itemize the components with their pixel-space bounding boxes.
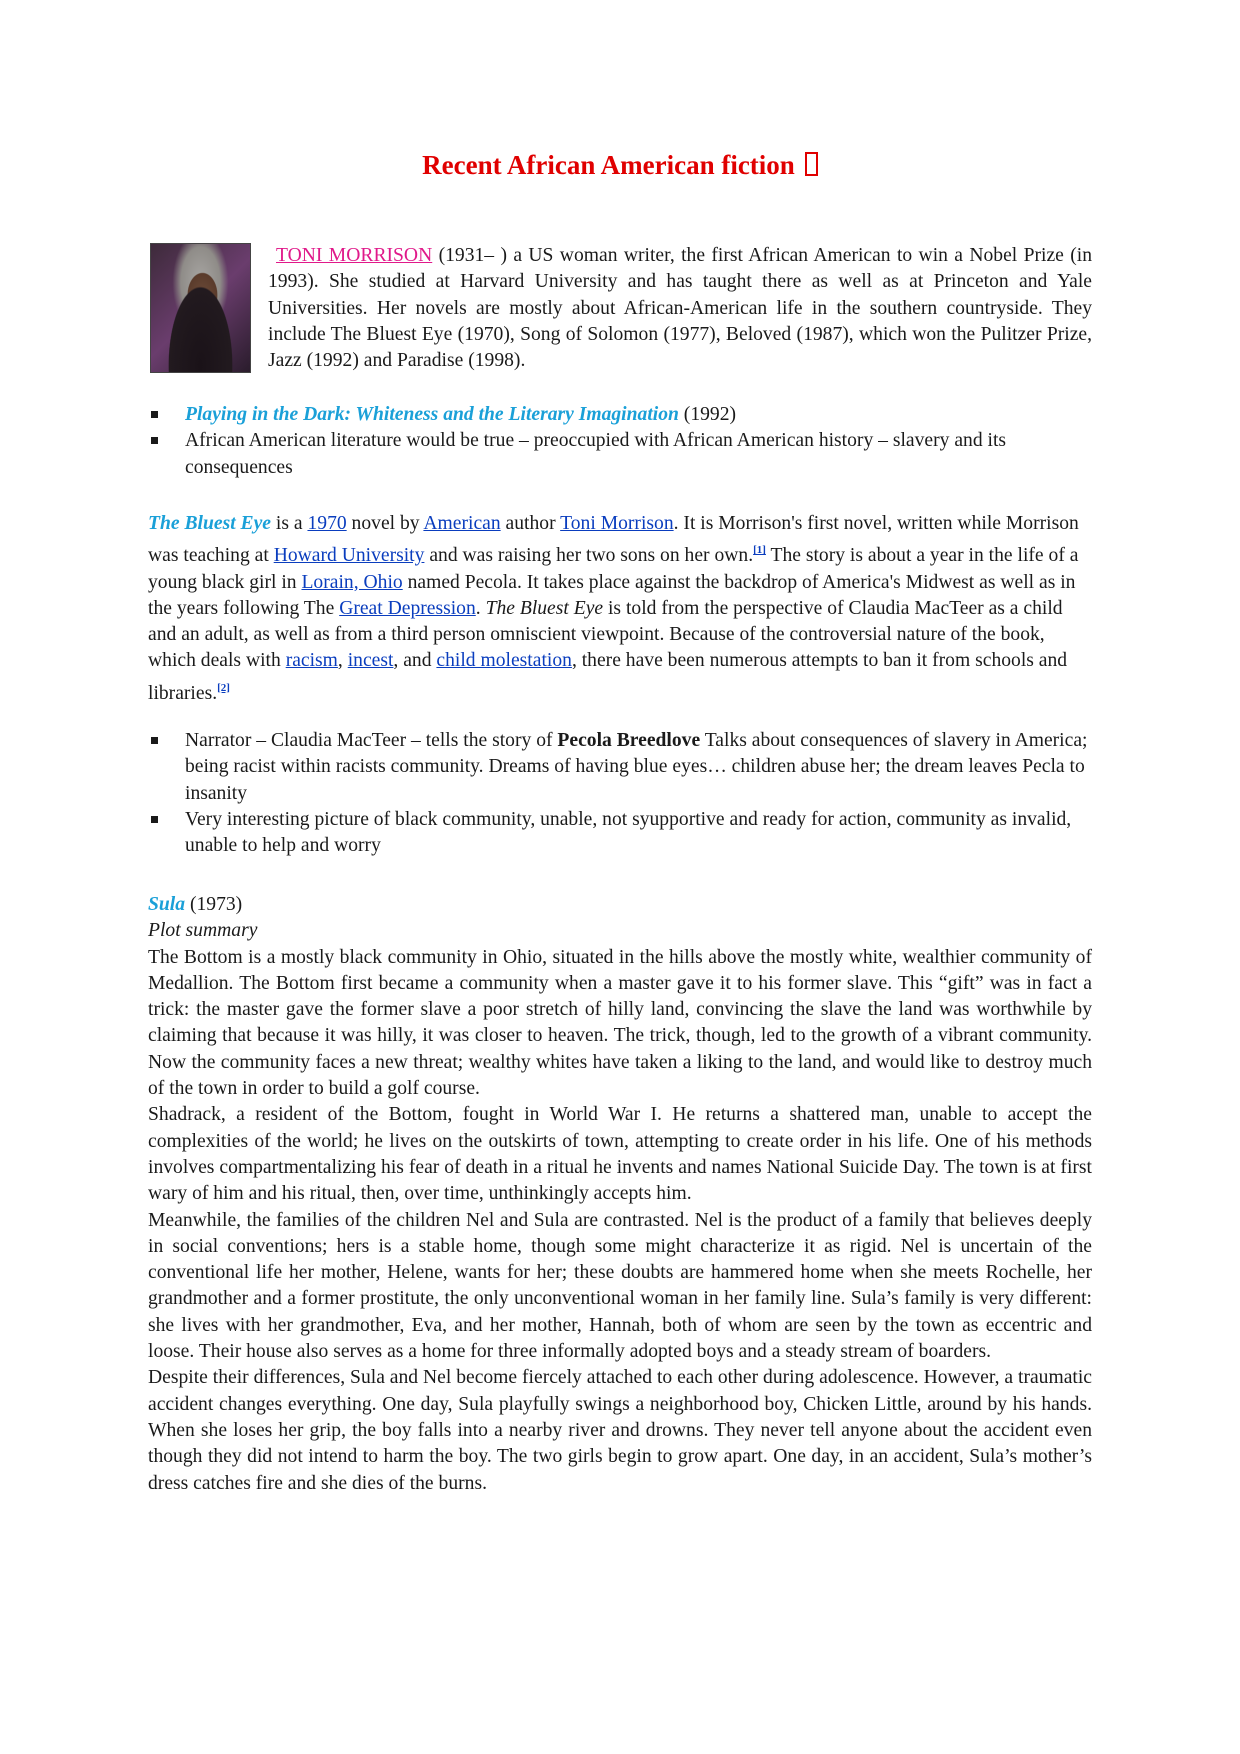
text-run: novel by xyxy=(346,513,424,534)
text-run: author xyxy=(500,513,561,534)
text-run: , and xyxy=(393,650,437,672)
bullet-list-2 xyxy=(148,728,1092,859)
link-howard-university[interactable]: Howard University xyxy=(273,545,425,567)
missing-glyph-box xyxy=(805,152,818,176)
text-run: . xyxy=(475,597,486,619)
book-year: (1973) xyxy=(185,894,243,915)
bullet-text: Talks about consequences of slavery in America; being racist within racists community. Dreams of having blue eyes… children abuse her; the dream leaves Pecla to insanity xyxy=(185,730,1088,804)
reference-2-link[interactable]: [2] xyxy=(217,681,230,694)
book-title-playing: Playing in the Dark: Whiteness and the Literary Imagination xyxy=(185,404,679,425)
list-item xyxy=(148,428,1092,481)
link-incest[interactable]: incest xyxy=(347,650,394,672)
link-lorain-ohio[interactable]: Lorain, Ohio xyxy=(301,571,403,593)
bullet-text: Very interesting picture of black community, unable, not syupportive and ready for action, community as invalid, unable to help and worry xyxy=(185,808,1072,857)
text-run: is told from the perspective of Claudia MacTeer as a child and an adult, as well as from a third person omniscient viewpoint. Because of the controversial nature of the book, which deals with xyxy=(148,597,1063,672)
author-portrait-image xyxy=(150,243,251,373)
paragraph: Meanwhile, the families of the children Nel and Sula are contrasted. Nel is the product of a family that believes deeply in social conventions; hers is a stable home, though some might characterize it as rigid. Nel is uncertain of the conventional life her mother, Helene, wants for her; these doubts are hammered home when she meets Rochelle, her grandmother and a former prostitute, the only unconventional woman in her family line. Sula’s family is very different: she lives with her grandmother, Eva, and her mother, Hannah, both of whom are seen by the town as eccentric and loose. Their house also serves as a home for three informally adopted boys and a steady stream of boarders. xyxy=(148,1209,1092,1363)
sula-section xyxy=(148,892,1092,1497)
bullet-list-1 xyxy=(148,402,1092,481)
book-title-sula: Sula xyxy=(148,894,186,915)
author-link[interactable]: TONI MORRISON xyxy=(276,245,433,266)
link-american[interactable]: American xyxy=(423,513,501,534)
intro-text: (1931– ) a US woman writer, the first African American to win a Nobel Prize (in 1993). She studied at Harvard University and has taught there as well as at Princeton and Yale Universities. Her novels are mostly about African-American life in the southern countryside. They include The Bluest Eye (1970), Song of Solomon (1977), Beloved (1987), which won the Pulitzer Prize, Jazz (1992) and Paradise (1998). xyxy=(268,245,1092,372)
paragraph: Despite their differences, Sula and Nel become fiercely attached to each other during adolescence. However, a traumatic accident changes everything. One day, Sula playfully swings a neighborhood boy, Chicken Little, around by his hands. When she loses her grip, the boy falls into a nearby river and drowns. They never tell anyone about the accident even though they did not intend to harm the boy. The two girls begin to grow apart. One day, in an accident, Sula’s mother’s dress catches fire and she dies of the burns. xyxy=(148,1367,1092,1494)
list-item xyxy=(148,402,1092,428)
link-1970[interactable]: 1970 xyxy=(307,513,347,534)
page-title xyxy=(0,150,1240,181)
sula-heading xyxy=(148,892,1092,918)
link-toni-morrison[interactable]: Toni Morrison xyxy=(560,513,674,534)
page-title-text: Recent African American fiction xyxy=(422,150,795,180)
character-name: Pecola Breedlove xyxy=(557,730,701,751)
bullet-text: Narrator – Claudia MacTeer – tells the story of xyxy=(185,730,558,751)
text-run: . It is Morrison's first novel, written while Morrison was teaching at xyxy=(148,513,1079,567)
text-run: named Pecola. It takes place against the backdrop of America's Midwest as well as in the years following The xyxy=(148,571,1076,619)
text-run: , xyxy=(337,650,348,672)
list-item xyxy=(148,807,1092,860)
plot-summary-heading: Plot summary xyxy=(148,920,258,942)
reference-1-link[interactable]: [1] xyxy=(753,544,766,557)
paragraph: The Bottom is a mostly black community in Ohio, situated in the hills above the mostly white, wealthier community of Medallion. The Bottom first became a community when a master gave it to his former slave. This “gift” was in fact a trick: the master gave the former slave a poor stretch of hilly land, convincing the slave the land was worthwhile by claiming that because it was hilly, it was closer to heaven. The trick, though, led to the growth of a vibrant community. Now the community faces a new threat; wealthy whites have taken a liking to the land, and would like to destroy much of the town in order to build a golf course. xyxy=(148,946,1092,1100)
list-item xyxy=(148,728,1092,807)
bullet-text: African American literature would be true – preoccupied with African American history – slavery and its consequences xyxy=(185,430,1007,478)
book-title-italic: The Bluest Eye xyxy=(485,597,604,619)
link-great-depression[interactable]: Great Depression xyxy=(339,597,476,619)
paragraph: Shadrack, a resident of the Bottom, fought in World War I. He returns a shattered man, unable to accept the complexities of the world; he lives on the outskirts of town, attempting to create order in his life. One of his methods involves compartmentalizing his fear of death in a ritual he invents and names National Suicide Day. The town is at first wary of him and his ritual, then, over time, unthinkingly accepts him. xyxy=(148,1104,1092,1205)
text-run: The story is about a year in the life of a young black girl in xyxy=(148,545,1079,593)
link-child-molestation[interactable]: child molestation xyxy=(436,650,572,672)
book-title-bluest-eye: The Bluest Eye xyxy=(148,513,271,534)
link-racism[interactable]: racism xyxy=(285,650,338,672)
intro-paragraph xyxy=(268,243,1092,374)
text-run: and was raising her two sons on her own. xyxy=(424,545,754,567)
bluest-eye-paragraph xyxy=(148,511,1092,707)
text-run: , there have been numerous attempts to ban it from schools and libraries. xyxy=(148,650,1068,704)
text-run: is a xyxy=(271,513,308,534)
book-year: (1992) xyxy=(678,404,737,425)
